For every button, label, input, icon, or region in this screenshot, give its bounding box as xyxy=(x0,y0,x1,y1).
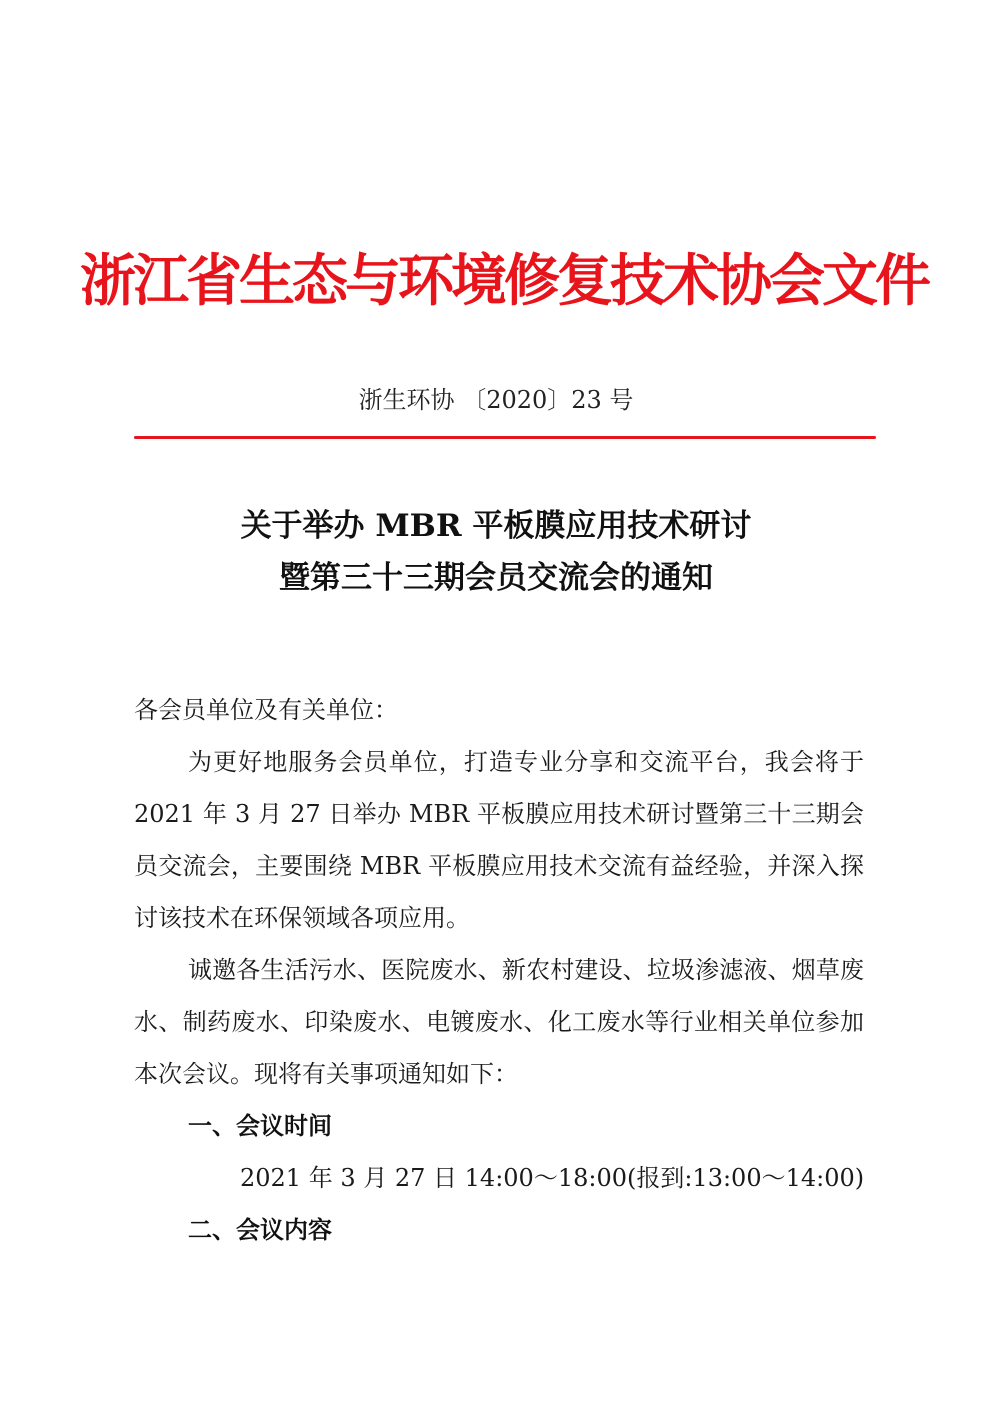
meeting-time-text: 2021 年 3 月 27 日 14:00～18:00(报到:13:00～14:00) xyxy=(240,1164,865,1192)
section-heading-meeting-time: 一、会议时间 xyxy=(188,1111,332,1140)
paragraph-invitation: 诚邀各生活污水、医院废水、新农村建设、垃圾渗滤液、烟草废水、制药废水、印染废水、电镀废水、化工废水等行业相关单位参加本次会议。现将有关事项通知如下： xyxy=(134,956,864,1088)
org-header-title: 浙江省生态与环境修复技术协会文件 xyxy=(80,249,928,314)
notice-title xyxy=(80,500,912,604)
notice-title-line-2: 暨第三十三期会员交流会的通知 xyxy=(279,560,713,596)
paragraph-intro: 为更好地服务会员单位，打造专业分享和交流平台，我会将于 2021 年 3 月 27 日举办 MBR 平板膜应用技术研讨暨第三十三期会员交流会，主要围绕 MBR 平板膜应用技术交流有益经验，并深入探讨该技术在环保领域各项应用。 xyxy=(134,748,864,932)
document-number: 浙生环协 〔2020〕23 号 xyxy=(358,386,634,414)
section-heading-meeting-content: 二、会议内容 xyxy=(188,1215,332,1244)
red-divider-line xyxy=(134,436,876,439)
notice-title-line-1: 关于举办 MBR 平板膜应用技术研讨 xyxy=(240,508,752,544)
salutation: 各会员单位及有关单位： xyxy=(134,696,398,724)
